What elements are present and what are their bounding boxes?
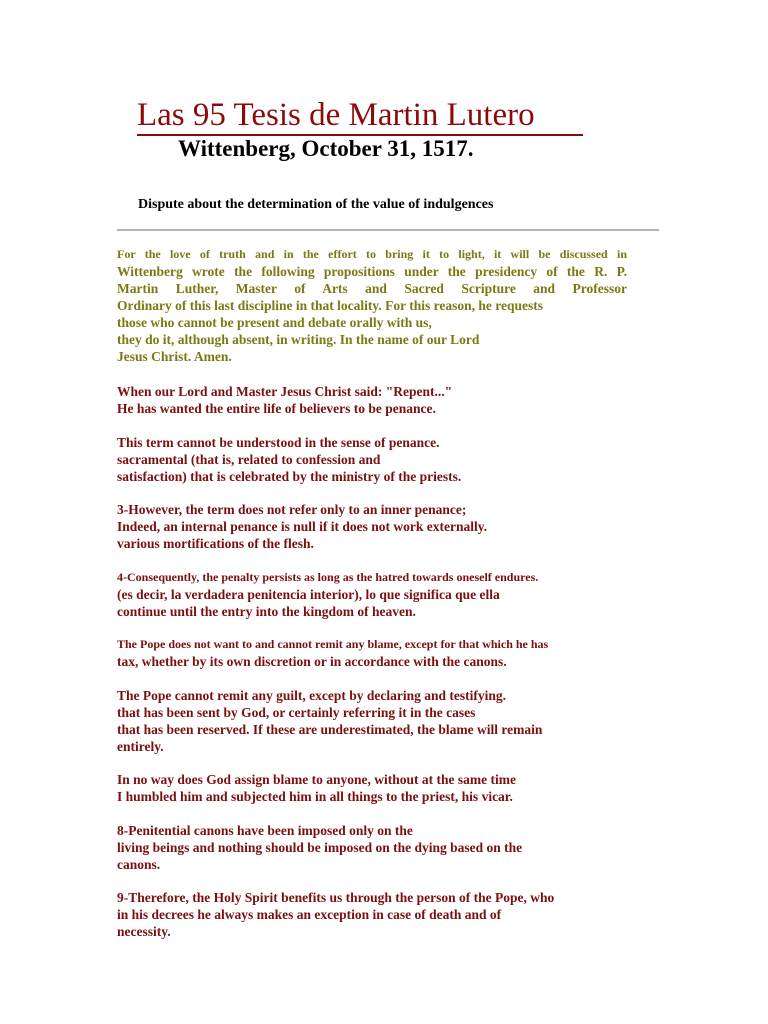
thesis-line: canons. — [117, 856, 161, 872]
thesis-item — [117, 383, 637, 417]
page-subtitle: Wittenberg, October 31, 1517. — [178, 136, 474, 161]
intro-line: Martin Luther, Master of Arts and Sacred Scripture and Professor — [117, 281, 627, 296]
thesis-item — [117, 822, 637, 873]
thesis-line: 4-Consequently, the penalty persists as long as the hatred towards oneself endures. — [117, 569, 539, 584]
intro-paragraph — [117, 246, 627, 365]
thesis-line: He has wanted the entire life of believers to be penance. — [117, 401, 436, 416]
thesis-line: 3-However, the term does not refer only to an inner penance; — [117, 502, 467, 517]
theses-list — [117, 383, 637, 957]
thesis-line: When our Lord and Master Jesus Christ said: "Repent..." — [117, 384, 453, 399]
thesis-line: I humbled him and subjected him in all things to the priest, his vicar. — [117, 789, 513, 804]
page-title: Las 95 Tesis de Martin Lutero — [137, 96, 583, 136]
thesis-line: tax, whether by its own discretion or in accordance with the canons. — [117, 654, 507, 669]
thesis-line: necessity. — [117, 924, 171, 939]
thesis-line: 8-Penitential canons have been imposed only on the — [117, 822, 413, 838]
thesis-line: entirely. — [117, 738, 164, 754]
thesis-line: various mortifications of the flesh. — [117, 536, 314, 551]
thesis-line: 9-Therefore, the Holy Spirit benefits us through the person of the Pope, who — [117, 890, 555, 905]
thesis-line: The Pope cannot remit any guilt, except by declaring and testifying. — [117, 687, 506, 703]
thesis-item — [117, 501, 637, 552]
thesis-line: that has been reserved. If these are underestimated, the blame will remain — [117, 721, 543, 737]
thesis-line: This term cannot be understood in the sense of penance. — [117, 434, 440, 450]
thesis-item — [117, 636, 637, 670]
thesis-line: The Pope does not want to and cannot remit any blame, except for that which he has — [117, 637, 549, 651]
thesis-line: satisfaction) that is celebrated by the ministry of the priests. — [117, 468, 462, 484]
thesis-line: (es decir, la verdadera penitencia interior), lo que significa que ella — [117, 586, 500, 602]
thesis-line: in his decrees he always makes an exception in case of death and of — [117, 907, 502, 922]
thesis-line: sacramental (that is, related to confession and — [117, 451, 381, 467]
intro-line: Ordinary of this last discipline in that locality. For this reason, he requests — [117, 298, 544, 313]
thesis-line: In no way does God assign blame to anyone, without at the same time — [117, 772, 517, 787]
thesis-line: continue until the entry into the kingdom of heaven. — [117, 603, 416, 619]
intro-line: they do it, although absent, in writing. In the name of our Lord — [117, 332, 480, 347]
thesis-line: that has been sent by God, or certainly referring it in the cases — [117, 704, 476, 720]
thesis-line: living beings and nothing should be imposed on the dying based on the — [117, 839, 523, 855]
thesis-item — [117, 687, 637, 755]
thesis-item — [117, 434, 637, 485]
thesis-item — [117, 569, 637, 620]
thesis-item — [117, 771, 637, 805]
intro-line: those who cannot be present and debate orally with us, — [117, 315, 432, 330]
intro-line: For the love of truth and in the effort to bring it to light, it will be discussed in — [117, 247, 627, 261]
thesis-line: Indeed, an internal penance is null if it does not work externally. — [117, 519, 488, 534]
horizontal-rule — [117, 229, 659, 231]
intro-line: Wittenberg wrote the following propositions under the presidency of the R. P. — [117, 264, 627, 279]
dispute-heading: Dispute about the determination of the value of indulgences — [138, 197, 494, 212]
thesis-item — [117, 889, 637, 940]
intro-line: Jesus Christ. Amen. — [117, 349, 232, 364]
